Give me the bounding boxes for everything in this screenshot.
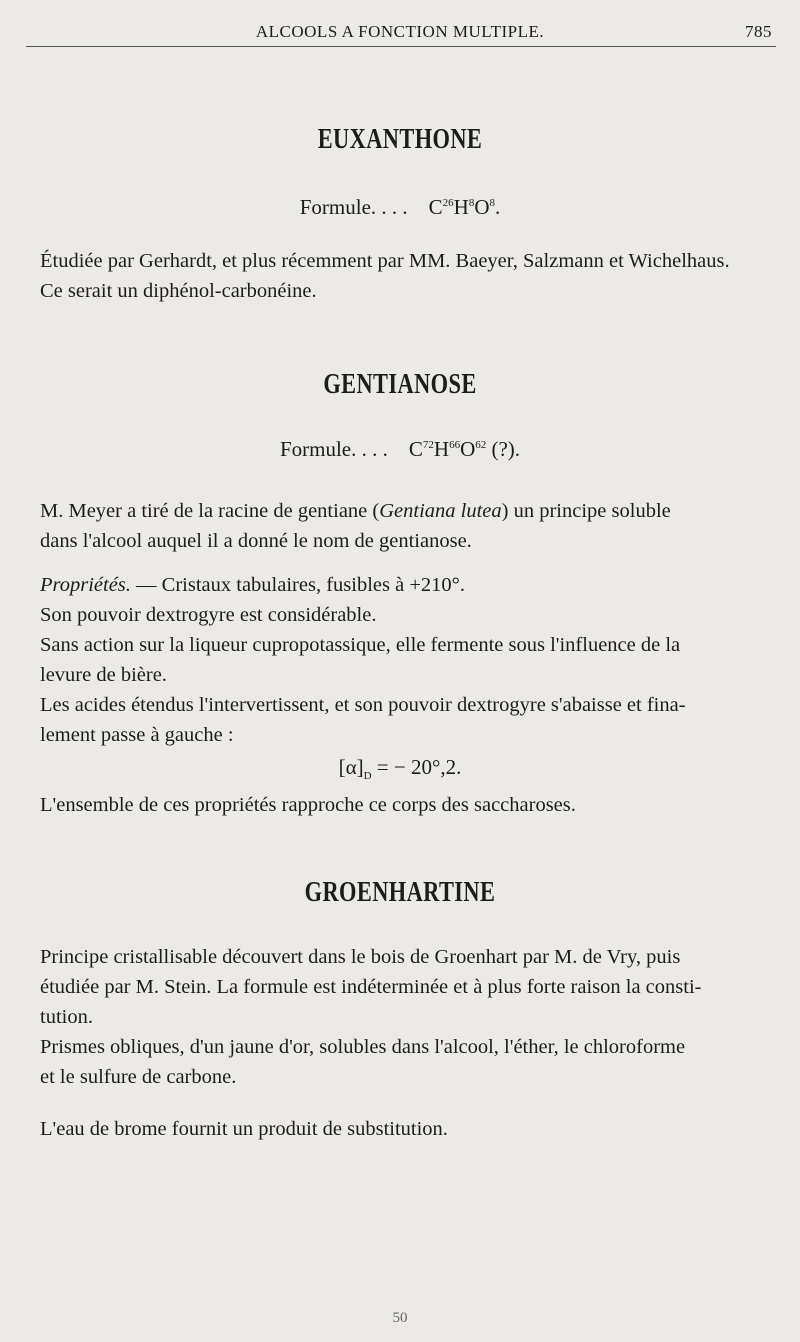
formula-h-count: 66 bbox=[449, 439, 461, 451]
proprietes-label: Propriétés. bbox=[40, 574, 131, 596]
formula-o-count: 62 bbox=[475, 439, 487, 451]
text-fragment: M. Meyer a tiré de la racine de gentiane ( bbox=[40, 500, 380, 522]
section-title-gentianose: GENTIANOSE bbox=[323, 369, 477, 400]
text-line: étudiée par M. Stein. La formule est indéterminée et à plus forte raison la consti- bbox=[40, 976, 702, 998]
header-rule bbox=[26, 46, 776, 47]
rotation-equation bbox=[0, 755, 800, 783]
paragraph-gentianose-intro bbox=[40, 496, 760, 556]
formula-end: . bbox=[495, 195, 501, 219]
formula-label: Formule. . . . bbox=[279, 437, 388, 461]
text-line: L'ensemble de ces propriétés rapproche ce corps des saccharoses. bbox=[40, 794, 576, 816]
text-fragment: — Cristaux tabulaires, fusibles à +210°. bbox=[130, 574, 465, 596]
formula-c: C bbox=[428, 195, 443, 219]
rotation-subscript: D bbox=[363, 770, 372, 783]
formula-o-count: 8 bbox=[489, 197, 496, 209]
formula-gentianose bbox=[0, 437, 800, 462]
formula-c-count: 72 bbox=[422, 439, 434, 451]
text-line: Prismes obliques, d'un jaune d'or, solubles dans l'alcool, l'éther, le chloroforme bbox=[40, 1036, 686, 1058]
text-line bbox=[40, 496, 760, 526]
running-title: ALCOOLS A FONCTION MULTIPLE. bbox=[255, 22, 545, 41]
text-line bbox=[40, 570, 760, 600]
text-line: L'eau de brome fournit un produit de substitution. bbox=[40, 1118, 448, 1140]
paragraph-ensemble bbox=[40, 790, 760, 820]
text-line: levure de bière. bbox=[40, 664, 167, 686]
rotation-symbol: [α] bbox=[338, 755, 364, 779]
text-line: et le sulfure de carbone. bbox=[40, 1066, 237, 1088]
formula-c-count: 26 bbox=[442, 197, 454, 209]
text-line: lement passe à gauche : bbox=[40, 724, 234, 746]
text-line: Ce serait un diphénol-carbonéine. bbox=[40, 280, 317, 302]
paragraph-groenhartine-3 bbox=[40, 1114, 760, 1144]
formula-label: Formule. . . . bbox=[299, 195, 408, 219]
formula-o: O bbox=[474, 195, 490, 219]
running-header bbox=[0, 18, 800, 44]
page-signature: 50 bbox=[392, 1310, 408, 1326]
text-line: Principe cristallisable découvert dans le bois de Groenhart par M. de Vry, puis bbox=[40, 946, 681, 968]
formula-euxanthone bbox=[0, 195, 800, 220]
latin-name: Gentiana lutea bbox=[379, 500, 502, 522]
text-line: Sans action sur la liqueur cupropotassique, elle fermente sous l'influence de la bbox=[40, 634, 681, 656]
text-line: Étudiée par Gerhardt, et plus récemment par MM. Baeyer, Salzmann et Wichelhaus. bbox=[40, 250, 730, 272]
text-line: dans l'alcool auquel il a donné le nom de gentianose. bbox=[40, 530, 472, 552]
text-line: tution. bbox=[40, 1006, 93, 1028]
formula-h: H bbox=[453, 195, 469, 219]
formula-c: C bbox=[408, 437, 423, 461]
formula-h-count: 8 bbox=[468, 197, 475, 209]
section-title-euxanthone: EUXANTHONE bbox=[317, 124, 483, 155]
text-fragment: ) un principe soluble bbox=[501, 500, 671, 522]
text-line: Les acides étendus l'intervertissent, et son pouvoir dextrogyre s'abaisse et fina- bbox=[40, 694, 686, 716]
text-line: Son pouvoir dextrogyre est considérable. bbox=[40, 604, 377, 626]
section-title-groenhartine: GROENHARTINE bbox=[304, 877, 496, 908]
paragraph-euxanthone bbox=[40, 246, 760, 306]
formula-end: (?). bbox=[486, 437, 521, 461]
formula-h: H bbox=[433, 437, 450, 461]
paragraph-proprietes bbox=[40, 570, 760, 750]
rotation-value: = − 20°,2. bbox=[371, 755, 462, 779]
formula-o: O bbox=[460, 437, 476, 461]
page-number: 785 bbox=[745, 22, 772, 41]
paragraph-groenhartine-1 bbox=[40, 942, 760, 1092]
